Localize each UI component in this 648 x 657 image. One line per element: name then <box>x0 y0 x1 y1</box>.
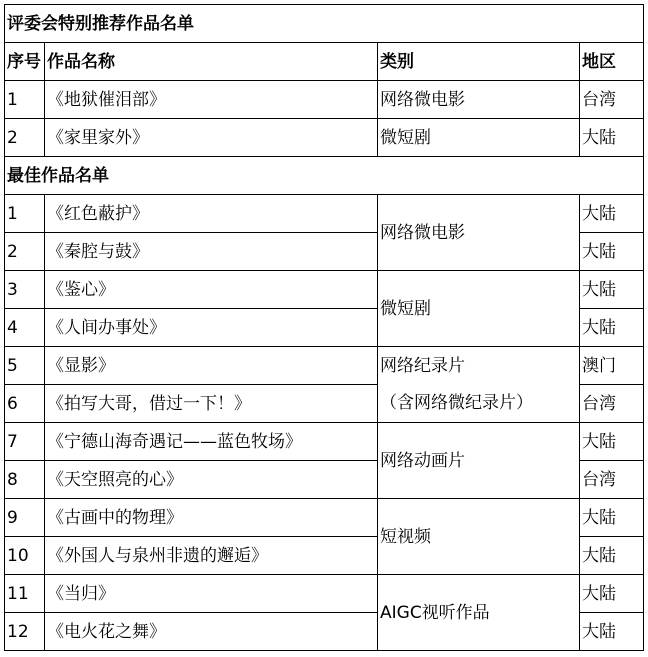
row-no: 1 <box>5 195 45 233</box>
row-region: 大陆 <box>580 423 644 461</box>
row-name: 《宁德山海奇遇记——蓝色牧场》 <box>45 423 378 461</box>
row-no: 4 <box>5 309 45 347</box>
row-no: 8 <box>5 461 45 499</box>
row-name: 《秦腔与鼓》 <box>45 233 378 271</box>
category-cell: AIGC视听作品 <box>378 575 580 651</box>
table-row <box>5 423 644 461</box>
row-region: 大陆 <box>580 613 644 651</box>
row-no: 1 <box>5 81 45 119</box>
section-title-row <box>5 5 644 43</box>
row-name: 《古画中的物理》 <box>45 499 378 537</box>
table-row <box>5 499 644 537</box>
header-name: 作品名称 <box>45 43 378 81</box>
row-region: 台湾 <box>580 385 644 423</box>
row-name: 《鉴心》 <box>45 271 378 309</box>
row-name: 《家里家外》 <box>45 119 378 157</box>
header-category: 类别 <box>378 43 580 81</box>
row-region: 大陆 <box>580 499 644 537</box>
section-title-best: 最佳作品名单 <box>5 157 644 195</box>
row-no: 12 <box>5 613 45 651</box>
row-category: 微短剧 <box>378 119 580 157</box>
row-no: 6 <box>5 385 45 423</box>
category-cell: 短视频 <box>378 499 580 575</box>
row-name: 《红色蔽护》 <box>45 195 378 233</box>
row-no: 7 <box>5 423 45 461</box>
table-row <box>5 385 644 423</box>
row-region: 大陆 <box>580 537 644 575</box>
header-region: 地区 <box>580 43 644 81</box>
section-title-special: 评委会特别推荐作品名单 <box>5 5 644 43</box>
row-name: 《天空照亮的心》 <box>45 461 378 499</box>
row-region: 大陆 <box>580 119 644 157</box>
table-row <box>5 195 644 233</box>
row-region: 台湾 <box>580 461 644 499</box>
table-row <box>5 347 644 385</box>
row-no: 2 <box>5 119 45 157</box>
row-region: 大陆 <box>580 309 644 347</box>
row-no: 11 <box>5 575 45 613</box>
row-name: 《当归》 <box>45 575 378 613</box>
table-row <box>5 575 644 613</box>
category-cell: 网络微电影 <box>378 195 580 271</box>
row-region: 澳门 <box>580 347 644 385</box>
row-region: 大陆 <box>580 271 644 309</box>
category-cell-line2: （含网络微纪录片） <box>378 385 580 423</box>
section-title-row <box>5 157 644 195</box>
award-list-table <box>4 4 644 651</box>
row-name: 《拍写大哥，借过一下！》 <box>45 385 378 423</box>
category-cell: 微短剧 <box>378 271 580 347</box>
row-region: 大陆 <box>580 195 644 233</box>
row-no: 9 <box>5 499 45 537</box>
row-no: 3 <box>5 271 45 309</box>
table-row <box>5 81 644 119</box>
row-region: 台湾 <box>580 81 644 119</box>
table-row <box>5 119 644 157</box>
row-name: 《外国人与泉州非遗的邂逅》 <box>45 537 378 575</box>
row-category: 网络微电影 <box>378 81 580 119</box>
row-name: 《电火花之舞》 <box>45 613 378 651</box>
row-no: 2 <box>5 233 45 271</box>
category-cell: 网络动画片 <box>378 423 580 499</box>
row-name: 《人间办事处》 <box>45 309 378 347</box>
header-row <box>5 43 644 81</box>
header-no: 序号 <box>5 43 45 81</box>
row-no: 5 <box>5 347 45 385</box>
row-no: 10 <box>5 537 45 575</box>
row-name: 《显影》 <box>45 347 378 385</box>
row-region: 大陆 <box>580 233 644 271</box>
row-name: 《地狱催泪部》 <box>45 81 378 119</box>
row-region: 大陆 <box>580 575 644 613</box>
table-row <box>5 271 644 309</box>
category-cell-line1: 网络纪录片 <box>378 347 580 385</box>
